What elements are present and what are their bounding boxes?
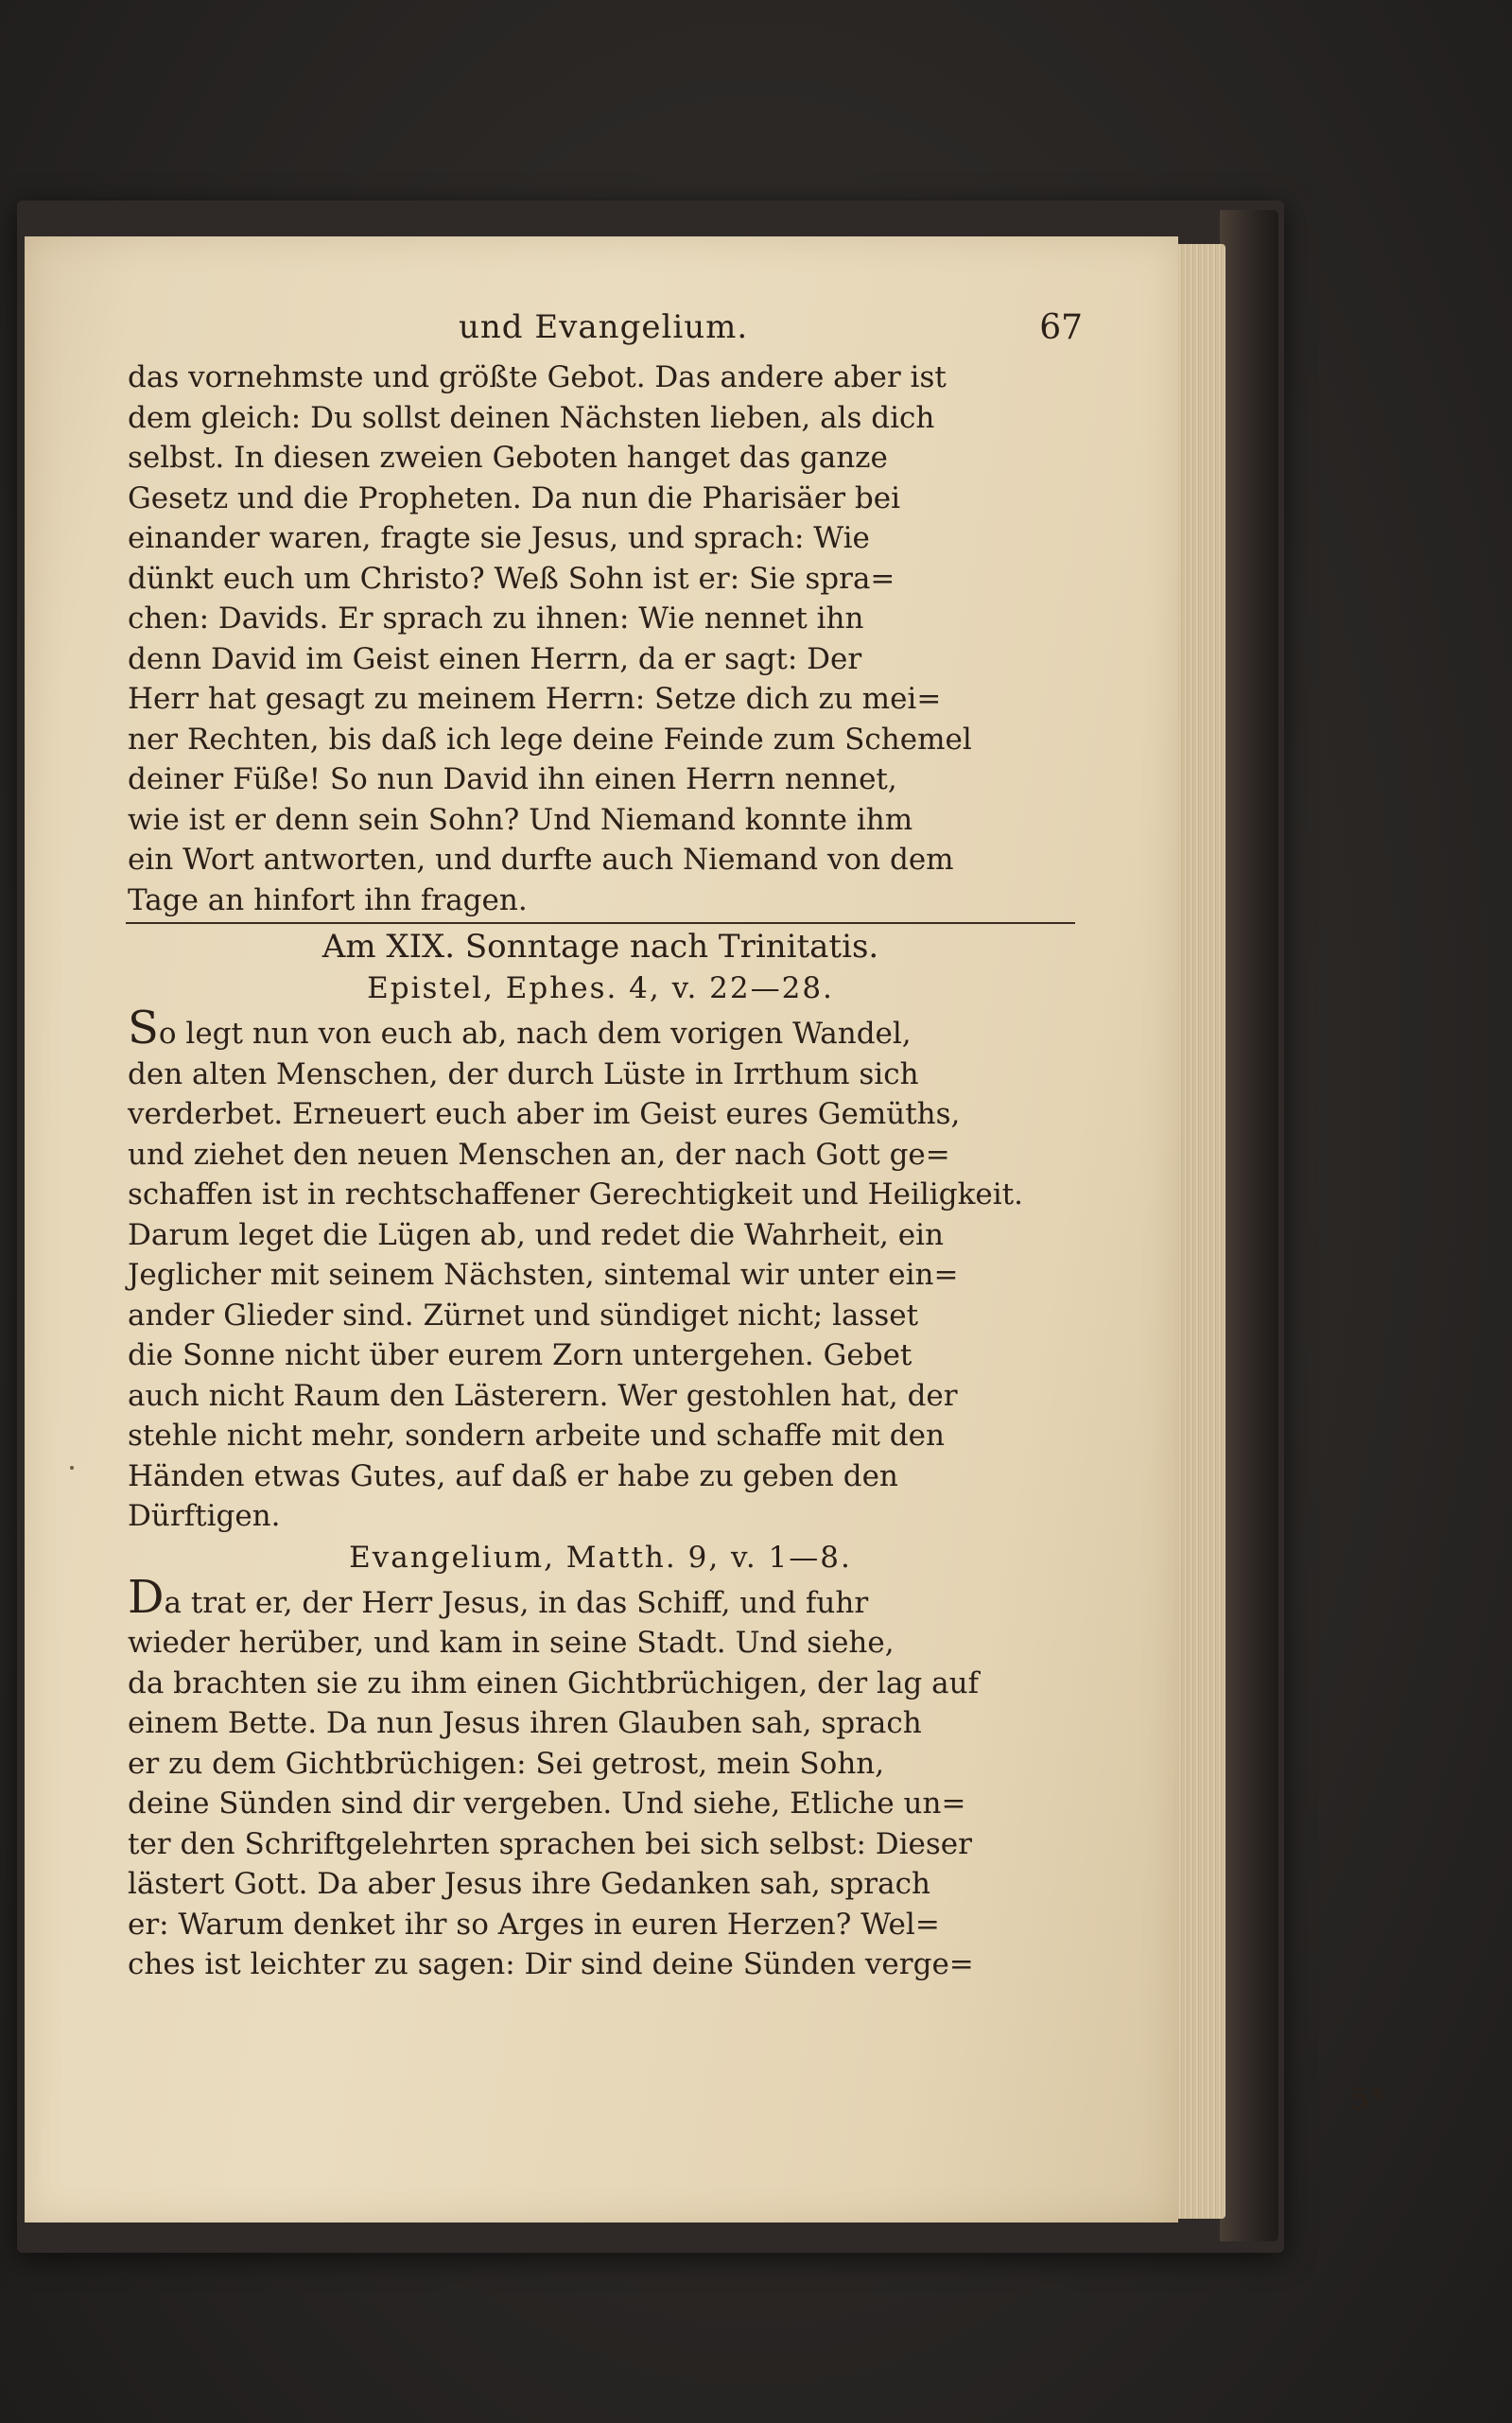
text-line: Dürftigen. xyxy=(128,1499,281,1533)
text-line: Herr hat gesagt zu meinem Herrn: Setze dich zu mei= xyxy=(128,682,942,716)
text-line: schaffen ist in rechtschaffener Gerechtigkeit und Heiligkeit. xyxy=(128,1177,1023,1212)
text-line: Darum leget die Lügen ab, und redet die Wahrheit, ein xyxy=(128,1217,944,1252)
text-line: dem gleich: Du sollst deinen Nächsten lieben, als dich xyxy=(128,400,935,435)
gospel-continued-paragraph xyxy=(128,357,1073,920)
text-line: ches ist leichter zu sagen: Dir sind deine Sünden verge= xyxy=(128,1947,974,1981)
text-line: er zu dem Gichtbrüchigen: Sei getrost, mein Sohn, xyxy=(128,1746,885,1781)
text-line: einander waren, fragte sie Jesus, und sprach: Wie xyxy=(128,521,870,555)
page-edges xyxy=(1171,244,1225,2219)
text-line-rest: o legt nun von euch ab, nach dem vorigen Wandel, xyxy=(158,1017,912,1051)
text-line: die Sonne nicht über eurem Zorn untergehen. Gebet xyxy=(128,1338,912,1372)
text-line: ein Wort antworten, und durfte auch Niemand von dem xyxy=(128,843,954,877)
text-line: deiner Füße! So nun David ihn einen Herrn nennet, xyxy=(128,762,897,796)
text-line: lästert Gott. Da aber Jesus ihre Gedanken sah, sprach xyxy=(128,1867,930,1901)
text-line: verderbet. Erneuert euch aber im Geist eures Gemüths, xyxy=(128,1097,961,1131)
gospel-paragraph xyxy=(128,1570,1073,1985)
page-text xyxy=(128,301,1083,1985)
running-title: und Evangelium. xyxy=(459,308,749,346)
text-line: ander Glieder sind. Zürnet und sündiget nicht; lasset xyxy=(128,1298,919,1333)
text-line: einem Bette. Da nun Jesus ihren Glauben sah, sprach xyxy=(128,1706,922,1740)
book-cover-edge xyxy=(1220,210,1278,2241)
text-line: den alten Menschen, der durch Lüste in Irrthum sich xyxy=(128,1056,919,1091)
text-line: wie ist er denn sein Sohn? Und Niemand konnte ihm xyxy=(128,802,913,837)
text-line xyxy=(128,1002,1073,1055)
text-line: da brachten sie zu ihm einen Gichtbrüchigen, der lag auf xyxy=(128,1665,980,1700)
text-line: Tage an hinfort ihn fragen. xyxy=(128,882,528,917)
drop-initial: D xyxy=(128,1570,165,1624)
page-speck xyxy=(70,1466,74,1470)
text-line xyxy=(128,1570,1073,1624)
text-line: auch nicht Raum den Lästerern. Wer gestohlen hat, der xyxy=(128,1378,958,1413)
drop-initial: S xyxy=(128,1002,159,1055)
page-number: 67 xyxy=(1039,308,1083,347)
text-line: das vornehmste und größte Gebot. Das andere aber ist xyxy=(128,360,947,394)
text-line: Gesetz und die Propheten. Da nun die Pharisäer bei xyxy=(128,480,901,515)
text-line: denn David im Geist einen Herrn, da er sagt: Der xyxy=(128,641,862,676)
text-line: ner Rechten, bis daß ich lege deine Feinde zum Schemel xyxy=(128,722,972,757)
text-line: chen: Davids. Er sprach zu ihnen: Wie nennet ihn xyxy=(128,601,864,636)
text-line: deine Sünden sind dir vergeben. Und siehe, Etliche un= xyxy=(128,1787,966,1821)
text-line: und ziehet den neuen Menschen an, der nach Gott ge= xyxy=(128,1137,950,1172)
printer-signature: 5* xyxy=(1349,2081,1384,2117)
text-line: wieder herüber, und kam in seine Stadt. Und siehe, xyxy=(128,1626,895,1660)
epistle-paragraph xyxy=(128,1002,1073,1537)
text-line: ter den Schriftgelehrten sprachen bei sich selbst: Dieser xyxy=(128,1826,972,1861)
section-divider xyxy=(126,922,1075,924)
text-line: dünkt euch um Christo? Weß Sohn ist er: Sie spra= xyxy=(128,561,895,596)
epistle-heading: Epistel, Ephes. 4, v. 22—28. xyxy=(367,971,834,1005)
text-line: selbst. In diesen zweien Geboten hanget das ganze xyxy=(128,441,888,475)
text-line: er: Warum denket ihr so Arges in euren Herzen? Wel= xyxy=(128,1907,940,1942)
text-line: stehle nicht mehr, sondern arbeite und schaffe mit den xyxy=(128,1419,945,1453)
gospel-heading: Evangelium, Matth. 9, v. 1—8. xyxy=(349,1540,852,1575)
text-line: Händen etwas Gutes, auf daß er habe zu geben den xyxy=(128,1458,898,1493)
text-line-rest: a trat er, der Herr Jesus, in das Schiff, und fuhr xyxy=(164,1585,869,1620)
page-header xyxy=(128,301,1083,357)
section-title: Am XIX. Sonntage nach Trinitatis. xyxy=(322,928,879,966)
text-line: Jeglicher mit seinem Nächsten, sintemal wir unter ein= xyxy=(128,1258,959,1292)
